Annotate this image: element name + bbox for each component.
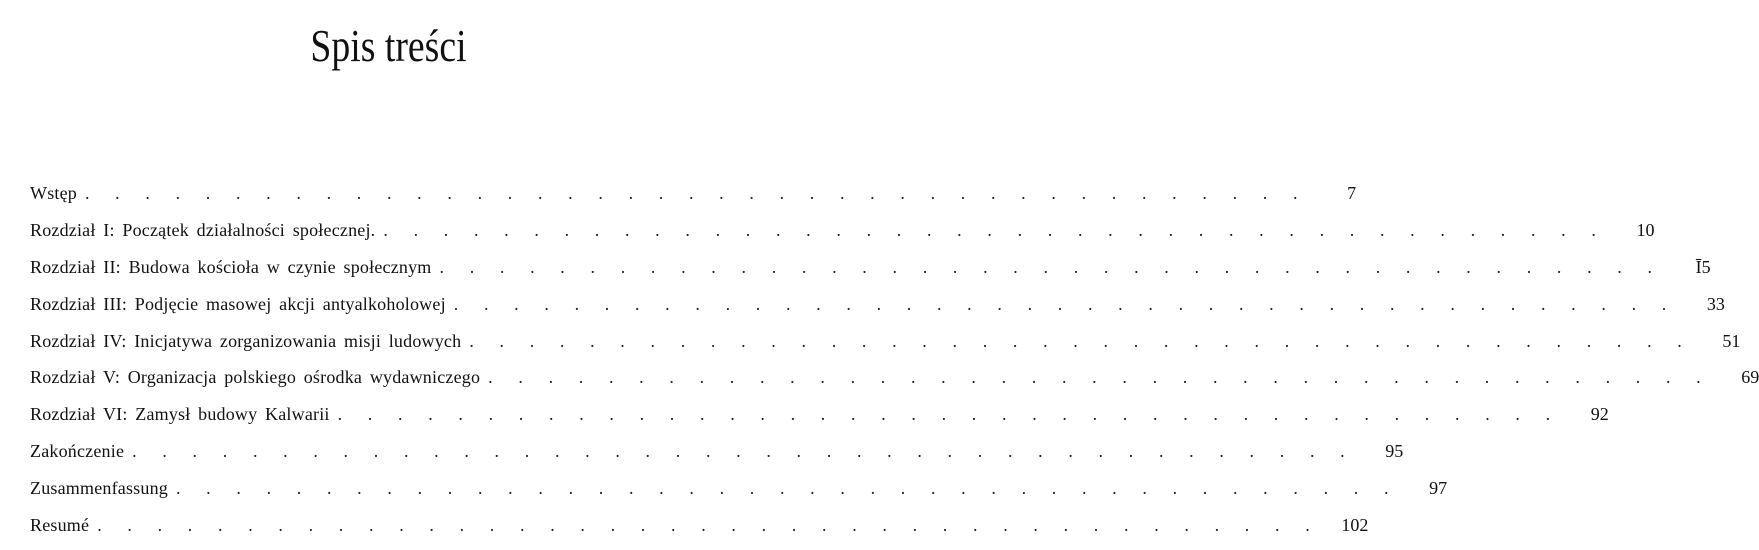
dot-leader: . . . . . . . . . . . . . . . . . . . . . . . . . . . . . . . . . . . . . . . . . <box>337 404 1561 425</box>
dot-leader: . . . . . . . . . . . . . . . . . . . . . . . . . . . . . . . . . . . . . . . . . <box>453 293 1677 314</box>
toc-entry <box>30 470 1448 507</box>
dot-leader: . . . . . . . . . . . . . . . . . . . . . . . . . . . . . . . . . . . . . . . . . <box>84 183 1309 203</box>
dot-leader: . . . . . . . . . . . . . . . . . . . . . . . . . . . . . . . . . . . . . . . . . <box>488 367 1712 388</box>
dot-leader: . . . . . . . . . . . . . . . . . . . . . . . . . . . . . . . . . . . . . . . . . <box>132 441 1356 462</box>
toc-entry-title: Rozdział VI: Zamysł budowy Kalwarii <box>30 404 330 425</box>
toc-entry <box>30 323 1741 360</box>
toc-entry-title: Rozdział IV: Inicjatywa zorganizowania misji ludowych <box>30 330 462 351</box>
toc-entry-page: 92 <box>1590 404 1609 425</box>
toc-entry-title: Wstęp <box>30 183 77 203</box>
dot-leader: . . . . . . . . . . . . . . . . . . . . . . . . . . . . . . . . . . . . . . . . . <box>383 219 1607 240</box>
toc-entry-page: 97 <box>1429 478 1448 499</box>
toc-entry-page: 69 <box>1741 367 1759 388</box>
toc-entry <box>30 507 1369 544</box>
toc-entry-title: Rozdział V: Organizacja polskiego ośrodka wydawniczego <box>30 367 481 388</box>
toc-entry-page: Ī5 <box>1695 256 1711 277</box>
dot-leader: . . . . . . . . . . . . . . . . . . . . . . . . . . . . . . . . . . . . . . . . . <box>469 330 1693 351</box>
page-title: Spis treści <box>310 20 467 71</box>
toc-entry <box>30 286 1725 323</box>
toc-entry-page: 51 <box>1722 330 1741 351</box>
toc-entry-page: 95 <box>1385 441 1404 462</box>
table-of-contents <box>30 175 1759 544</box>
dot-leader: . . . . . . . . . . . . . . . . . . . . . . . . . . . . . . . . . . . . . . . . . <box>175 478 1400 499</box>
toc-entry-page: 102 <box>1341 515 1369 536</box>
toc-entry <box>30 249 1711 286</box>
toc-entry-page: 10 <box>1636 219 1655 240</box>
toc-entry-title: Resumé <box>30 515 90 536</box>
toc-entry <box>30 175 1357 212</box>
toc-entry-title: Zusammenfassung <box>30 478 168 499</box>
toc-entry <box>30 433 1404 470</box>
toc-entry-page: 33 <box>1706 293 1725 314</box>
toc-entry <box>30 212 1655 249</box>
toc-entry-title: Rozdział III: Podjęcie masowej akcji antyalkoholowej <box>30 293 446 314</box>
dot-leader: . . . . . . . . . . . . . . . . . . . . . . . . . . . . . . . . . . . . . . . . . <box>439 256 1663 277</box>
toc-entry-title: Rozdział II: Budowa kościoła w czynie społecznym <box>30 256 432 277</box>
toc-entry-title: Rozdział I: Początek działalności społecznej. <box>30 219 376 240</box>
toc-entry <box>30 396 1609 433</box>
toc-entry-title: Zakończenie <box>30 441 125 462</box>
toc-entry-page: 7 <box>1347 183 1357 203</box>
dot-leader: . . . . . . . . . . . . . . . . . . . . . . . . . . . . . . . . . . . . . . . . . <box>97 515 1321 536</box>
toc-entry <box>30 359 1759 396</box>
